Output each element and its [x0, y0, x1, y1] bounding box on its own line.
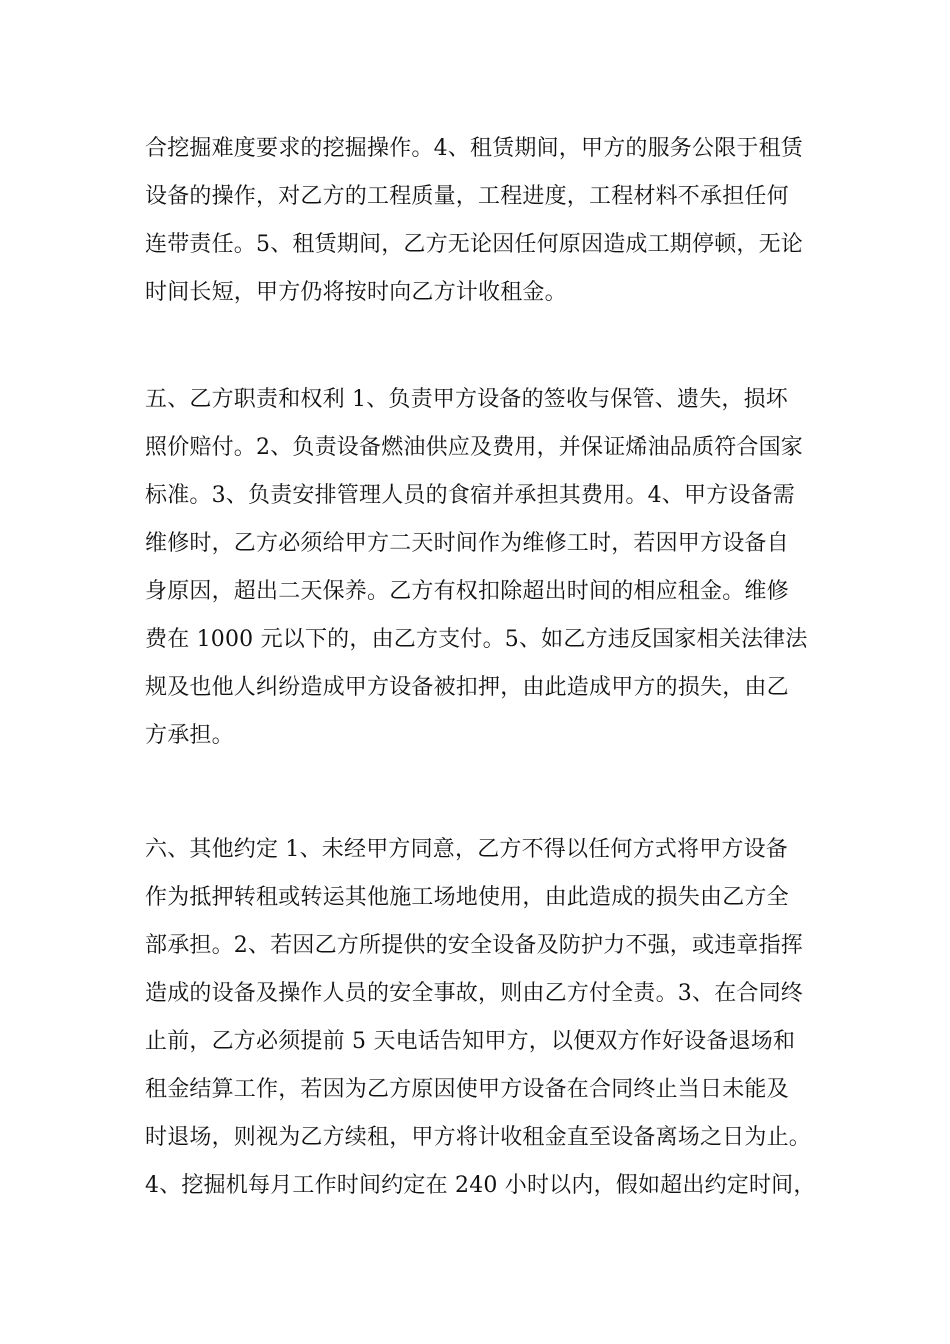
paragraph-other-agreements	[145, 826, 825, 1210]
paragraph-lease-terms	[145, 125, 825, 317]
text-line: 作为抵押转租或转运其他施工场地使用，由此造成的损失由乙方全	[145, 885, 789, 910]
paragraph-party-b-duties	[145, 376, 825, 760]
text-line: 合挖掘难度要求的挖掘操作。4、租赁期间，甲方的服务公限于租赁	[145, 136, 803, 161]
text-line: 部承担。2、若因乙方所提供的安全设备及防护力不强，或违章指挥	[145, 933, 803, 958]
text-line: 照价赔付。2、负责设备燃油供应及费用，并保证烯油品质符合国家	[145, 435, 803, 460]
text-line: 连带责任。5、租赁期间，乙方无论因任何原因造成工期停顿，无论	[145, 232, 803, 257]
text-line: 六、其他约定 1、未经甲方同意，乙方不得以任何方式将甲方设备	[145, 837, 788, 862]
text-line: 标准。3、负责安排管理人员的食宿并承担其费用。4、甲方设备需	[145, 483, 795, 508]
text-line: 止前，乙方必须提前 5 天电话告知甲方，以便双方作好设备退场和	[145, 1029, 796, 1054]
text-line: 身原因，超出二天保养。乙方有权扣除超出时间的相应租金。维修	[145, 579, 789, 604]
text-line: 设备的操作，对乙方的工程质量，工程进度，工程材料不承担任何	[145, 184, 789, 209]
text-line: 4、挖掘机每月工作时间约定在 240 小时以内，假如超出约定时间，	[145, 1173, 816, 1198]
text-line: 造成的设备及操作人员的安全事故，则由乙方付全责。3、在合同终	[145, 981, 803, 1006]
text-line: 方承担。	[145, 723, 234, 748]
text-line: 维修时，乙方必须给甲方二天时间作为维修工时，若因甲方设备自	[145, 531, 789, 556]
text-line: 五、乙方职责和权利 1、负责甲方设备的签收与保管、遗失，损坏	[145, 387, 788, 412]
text-line: 费在 1000 元以下的，由乙方支付。5、如乙方违反国家相关法律法	[145, 627, 808, 652]
text-line: 时间长短，甲方仍将按时向乙方计收租金。	[145, 280, 567, 305]
text-line: 规及也他人纠纷造成甲方设备被扣押，由此造成甲方的损失，由乙	[145, 675, 789, 700]
text-line: 时退场，则视为乙方续租，甲方将计收租金直至设备离场之日为止。	[145, 1125, 812, 1150]
text-line: 租金结算工作，若因为乙方原因使甲方设备在合同终止当日未能及	[145, 1077, 789, 1102]
